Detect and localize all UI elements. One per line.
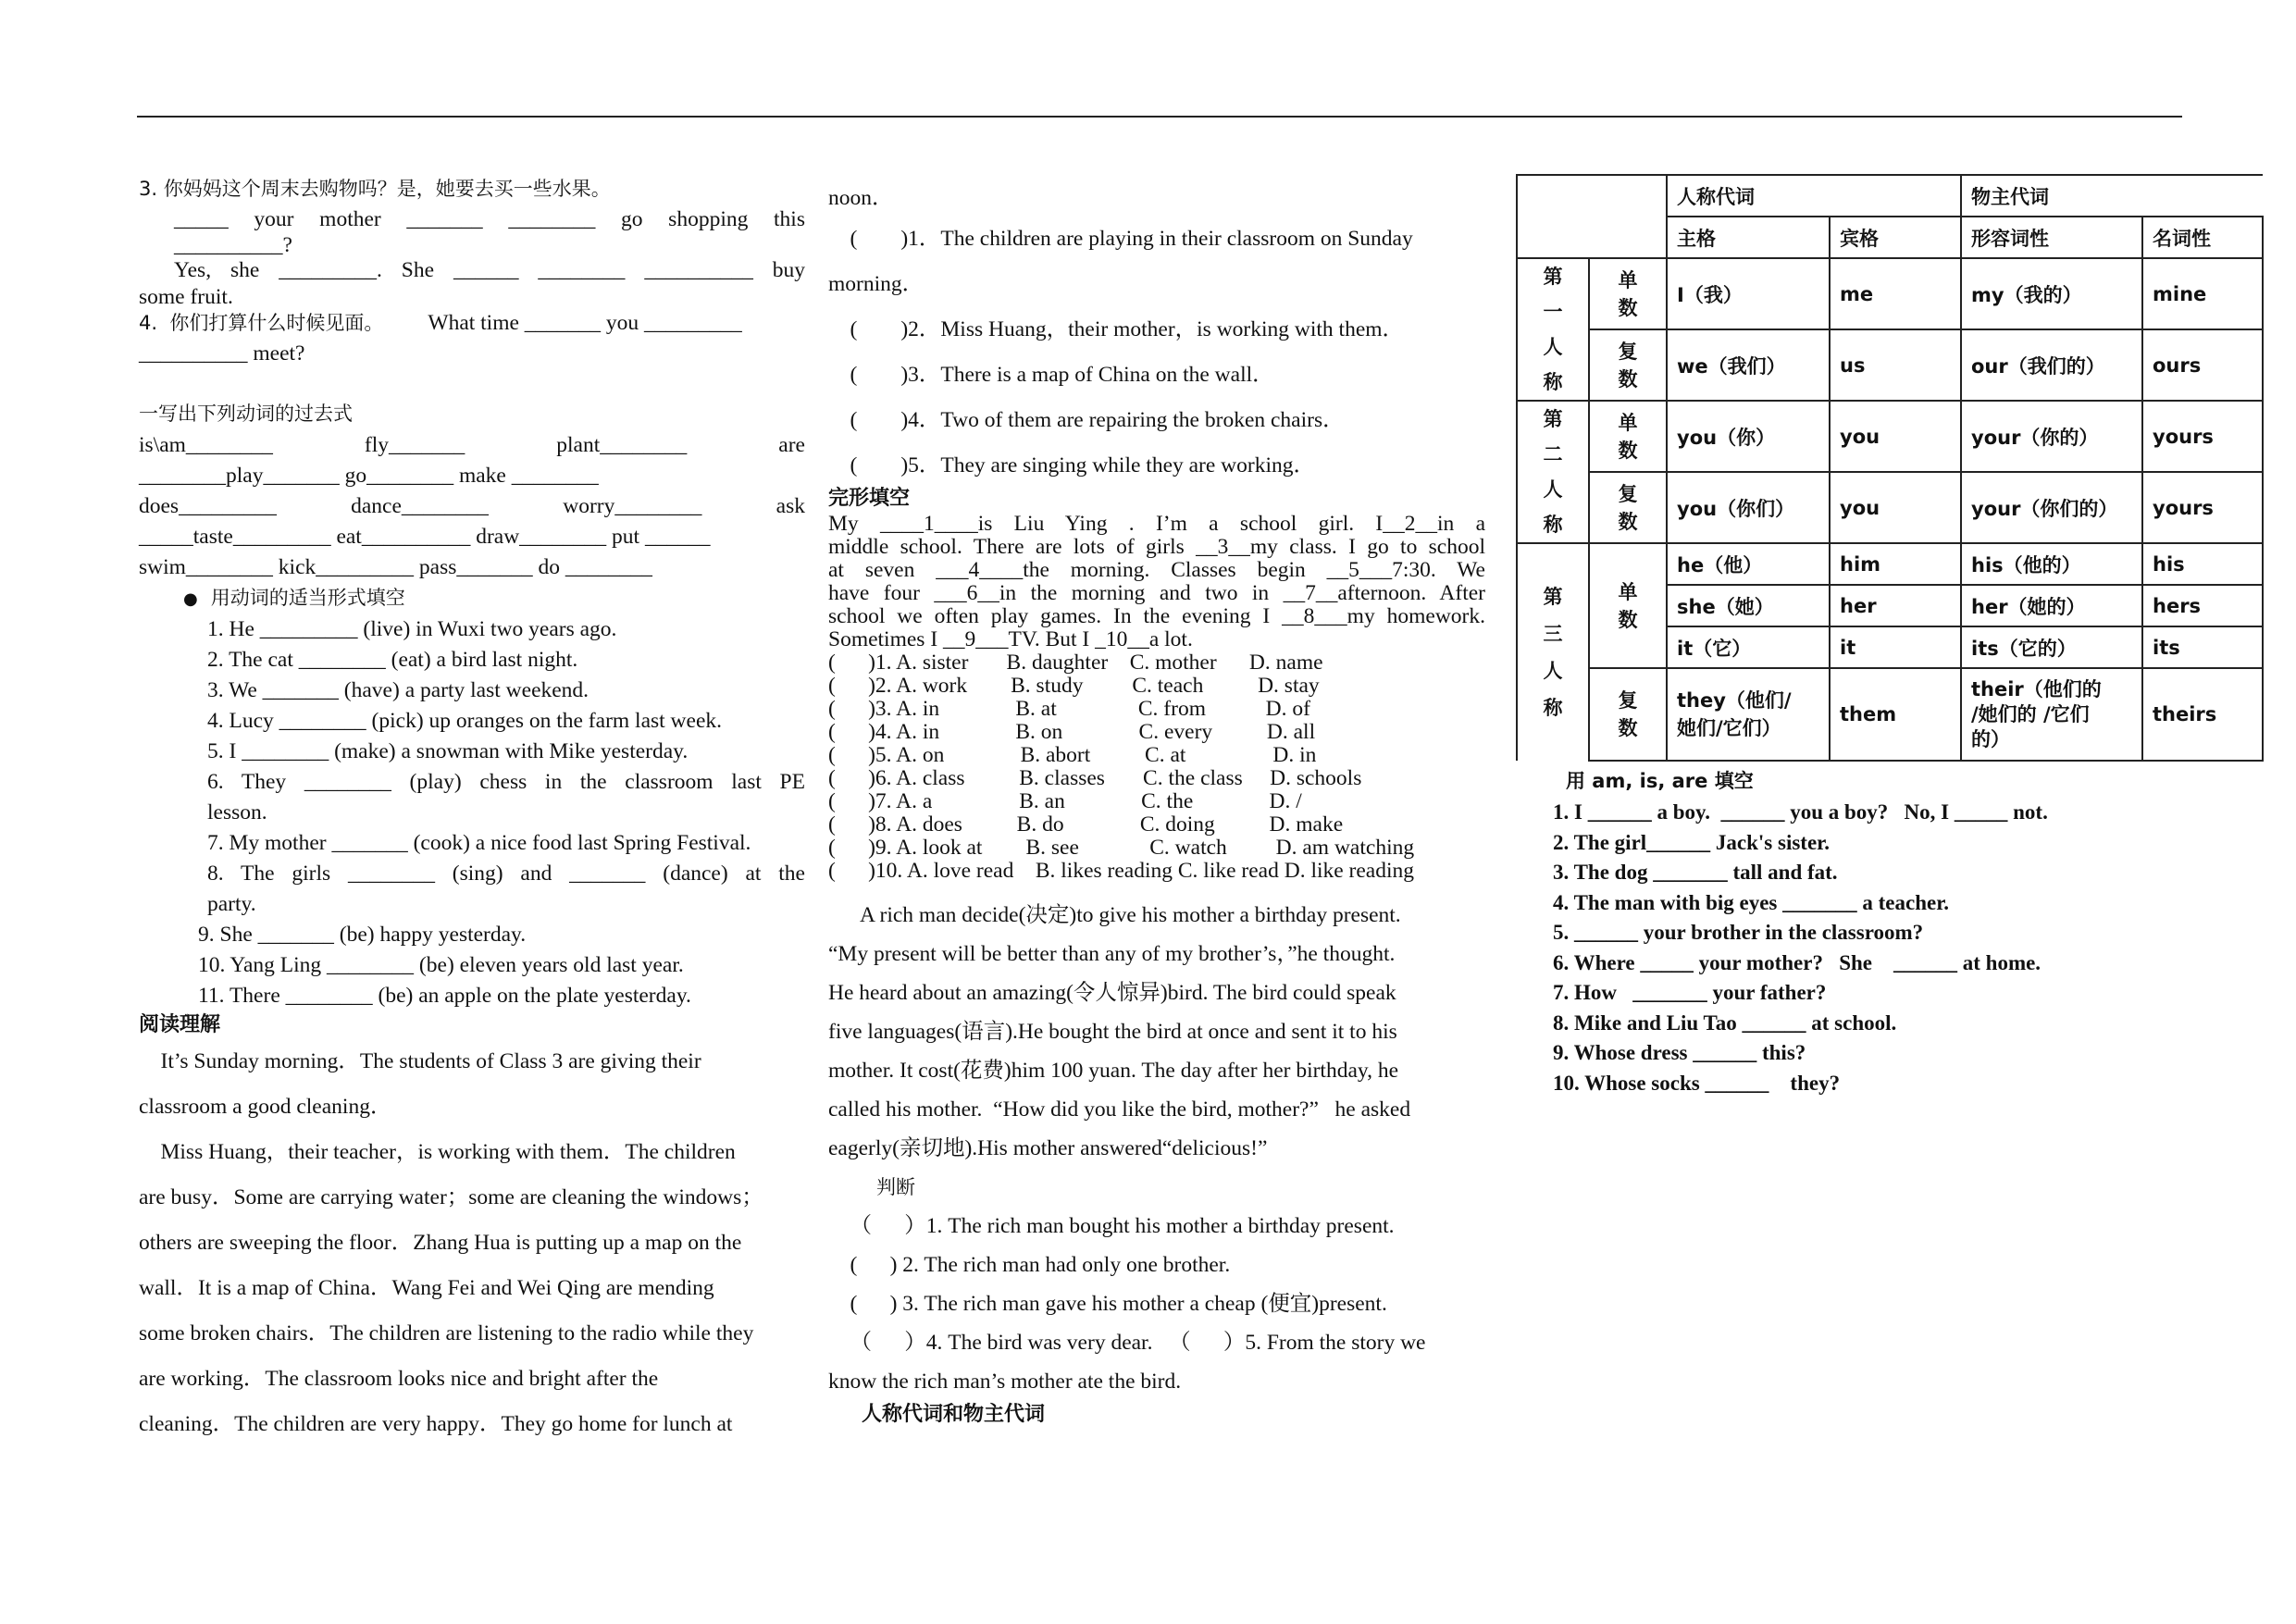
story-passage	[828, 896, 1485, 1168]
cell: she（她）	[1667, 585, 1830, 626]
cloze-option-row: ( )9. A. look at B. see C. watch D. am watching	[828, 836, 1415, 860]
cell: it（它）	[1667, 626, 1830, 668]
cell: me	[1830, 258, 1961, 329]
cell: he（他）	[1667, 543, 1830, 585]
cloze-option-row: ( )5. A. on B. abort C. at D. in	[828, 743, 1317, 767]
reading-line: Miss Huang，their teacher，is working with them．The children	[139, 1140, 736, 1164]
verb-item-11: 11. There ________ (be) an apple on the plate yesterday.	[198, 984, 691, 1008]
q4-english: What time _______ you _________	[428, 311, 742, 335]
cloze-title: 完形填空	[828, 487, 911, 510]
column-middle	[828, 185, 1485, 1429]
cell: yours	[2142, 472, 2263, 543]
q4-line2: __________ meet?	[139, 341, 305, 366]
verb-form-title	[139, 583, 805, 614]
cell: you	[1830, 401, 1961, 472]
tf-item: ( )4．Two of them are repairing the broken chairs．	[828, 408, 1345, 432]
reading-line: wall．It is a map of China．Wang Fei and Wei Qing are mending	[139, 1276, 714, 1300]
header-noun: 名词性	[2142, 217, 2263, 258]
reading-title: 阅读理解	[139, 1013, 221, 1036]
reading-line: It’s Sunday morning．The students of Class 3 are giving their	[139, 1049, 701, 1073]
verb-item-8a: 8. The girls ________ (sing) and _______ (dance) at the	[207, 862, 805, 886]
cloze-line: have four ___6__in the morning and two in __7__afternoon. After	[828, 581, 1485, 605]
am-is-are-title: 用 am, is, are 填空	[1566, 770, 1754, 792]
story-line: eagerly(亲切地).His mother answered“delicious!”	[828, 1136, 1268, 1160]
cell: hers	[2142, 585, 2263, 626]
plural-label	[1589, 329, 1667, 401]
pronoun-title: 人称代词和物主代词	[862, 1403, 1046, 1426]
judge-item: know the rich man’s mother ate the bird.	[828, 1370, 1182, 1394]
reading-line: classroom a good cleaning．	[139, 1095, 392, 1119]
cell-their-line2: /她们的 /它们	[1971, 702, 2090, 725]
second-person-text: 第二人称	[1543, 408, 1563, 536]
cloze-option-row: ( )7. A. a B. an C. the D. /	[828, 789, 1302, 813]
cell: your（你们的）	[1961, 472, 2142, 543]
bullet-icon: ●	[183, 589, 198, 609]
fill-item: 8. Mike and Liu Tao ______ at school.	[1553, 1010, 1897, 1035]
cell-they-line2: 她们/它们）	[1677, 717, 1781, 739]
cloze-option-row: ( )2. A. work B. study C. teach D. stay	[828, 674, 1320, 698]
cell: we（我们）	[1667, 329, 1830, 401]
past-word: ask	[776, 494, 805, 518]
cloze-option-row: ( )8. A. does B. do C. doing D. make	[828, 812, 1344, 837]
past-tense-row1	[139, 430, 805, 461]
header-adjective: 形容词性	[1961, 217, 2142, 258]
verb-item: 2. The cat ________ (eat) a bird last night.	[207, 648, 578, 672]
verb-item-10: 10. Yang Ling ________ (be) eleven years old last year.	[198, 953, 684, 977]
header-personal: 人称代词	[1667, 175, 1961, 217]
tf-item: morning．	[828, 272, 925, 296]
story-line: called his mother. “How did you like the bird, mother?” he asked	[828, 1097, 1411, 1122]
cell: your（你的）	[1961, 401, 2142, 472]
tf-item: ( )1．The children are playing in their classroom on Sunday	[828, 227, 1413, 251]
cloze-option-row: ( )1. A. sister B. daughter C. mother D. name	[828, 651, 1323, 675]
table-corner	[1517, 175, 1667, 258]
cell-they	[1667, 668, 1830, 761]
q3-chinese: 3. 你妈妈这个周末去购物吗？是，她要去买一些水果。	[139, 178, 611, 200]
cloze-option-row: ( )10. A. love read B. likes reading C. like read D. like reading	[828, 859, 1415, 883]
cloze-line: My ____1____is Liu Ying . I’m a school girl. I__2__in a	[828, 512, 1485, 536]
first-person-text: 第一人称	[1543, 266, 1563, 393]
fill-item: 7. How _______ your father?	[1553, 981, 1827, 1004]
cell: them	[1830, 668, 1961, 761]
verb-form-title-text: 用动词的适当形式填空	[210, 587, 405, 609]
cloze-line: Sometimes I __9___TV. But I _10__a lot.	[828, 627, 1193, 651]
verb-item-6b: lesson.	[207, 800, 267, 824]
verb-item: 5. I ________ (make) a snowman with Mike yesterday.	[207, 739, 689, 763]
singular-label	[1589, 258, 1667, 329]
past-word: is\am________	[139, 433, 273, 457]
cell: mine	[2142, 258, 2263, 329]
second-person-label	[1517, 401, 1589, 543]
singular-text: 单数	[1618, 411, 1638, 462]
cell: us	[1830, 329, 1961, 401]
cloze-passage	[828, 513, 1485, 651]
fill-item: 9. Whose dress ______ this?	[1553, 1041, 1806, 1064]
fill-item: 4. The man with big eyes _______ a teacher.	[1553, 890, 1950, 914]
q3-answer-line2: some fruit.	[139, 285, 233, 309]
past-word: dance________	[351, 494, 489, 518]
fill-item: 1. I ______ a boy. ______ you a boy? No, I _____ not.	[1553, 800, 2048, 824]
column-left	[139, 174, 805, 1447]
tf-item: ( )5．They are singing while they are working．	[828, 453, 1316, 477]
cell: its	[2142, 626, 2263, 668]
singular-label	[1589, 543, 1667, 668]
cloze-line: middle school. There are lots of girls __3__my class. I go to school	[828, 535, 1485, 559]
cloze-option-row: ( )6. A. class B. classes C. the class D. schools	[828, 766, 1362, 790]
plural-label	[1589, 472, 1667, 543]
cell: I（我）	[1667, 258, 1830, 329]
story-line: A rich man decide(决定)to give his mother a birthday present.	[828, 903, 1401, 927]
singular-text: 单数	[1618, 580, 1638, 631]
fill-item: 6. Where _____ your mother? She ______ at home.	[1553, 950, 2042, 974]
cell: you（你）	[1667, 401, 1830, 472]
singular-text: 单数	[1618, 268, 1638, 319]
past-tense-title: 一写出下列动词的过去式	[139, 403, 353, 425]
cell-their-line3: 的）	[1971, 727, 2010, 750]
reading-passage	[139, 1039, 805, 1447]
cell: its（它的）	[1961, 626, 2142, 668]
cell: it	[1830, 626, 1961, 668]
reading-line: cleaning．The children are very happy．They go home for lunch at	[139, 1412, 733, 1436]
judge-item: （ ）4. The bird was very dear. （ ）5. From the story we	[828, 1331, 1426, 1355]
verb-item: 4. Lucy ________ (pick) up oranges on the farm last week.	[207, 709, 723, 733]
reading-continuation: noon．	[828, 186, 894, 210]
story-line: mother. It cost(花费)him 100 yuan. The day after her birthday, he	[828, 1059, 1399, 1083]
cell: his（他的）	[1961, 543, 2142, 585]
fill-item: 2. The girl______ Jack's sister.	[1553, 830, 1831, 854]
third-person-text: 第三人称	[1543, 586, 1563, 719]
past-tense-row3	[139, 491, 805, 522]
reading-line: some broken chairs．The children are listening to the radio while they	[139, 1321, 754, 1345]
cell: ours	[2142, 329, 2263, 401]
third-person-label	[1517, 543, 1589, 761]
reading-line: are working．The classroom looks nice and bright after the	[139, 1367, 659, 1391]
verb-item-8b: party.	[207, 892, 256, 916]
fill-item: 3. The dog _______ tall and fat.	[1553, 861, 1838, 884]
true-false-list	[828, 217, 1485, 489]
past-tense-row4: _____taste_________ eat__________ draw________ put ______	[139, 525, 711, 549]
past-word: fly_______	[364, 433, 465, 457]
cell-they-line1: they（他们/	[1677, 689, 1792, 712]
cell: his	[2142, 543, 2263, 585]
past-word: plant________	[556, 433, 688, 457]
q4-line1	[139, 308, 805, 339]
header-object: 宾格	[1830, 217, 1961, 258]
reading-line: others are sweeping the floor．Zhang Hua is putting up a map on the	[139, 1231, 742, 1255]
header-subject: 主格	[1667, 217, 1830, 258]
header-rule	[137, 116, 2182, 118]
cell-their-line1: their（他们的	[1971, 677, 2102, 700]
verb-item-9: 9. She _______ (be) happy yesterday.	[198, 923, 527, 947]
story-line: He heard about an amazing(令人惊异)bird. The bird could speak	[828, 981, 1396, 1005]
fill-item: 5. ______ your brother in the classroom?	[1553, 921, 1924, 944]
cell: yours	[2142, 401, 2263, 472]
reading-line: are busy．Some are carrying water；some are cleaning the windows；	[139, 1185, 763, 1209]
cell: my（我的）	[1961, 258, 2142, 329]
past-tense-row2: ________play_______ go________ make ________	[139, 464, 599, 488]
q3-answer-line1: Yes, she _________. She ______ ________ __________ buy	[174, 258, 805, 282]
singular-label	[1589, 401, 1667, 472]
judge-title: 判断	[876, 1176, 915, 1198]
past-word: worry________	[563, 494, 702, 518]
plural-text: 复数	[1618, 689, 1638, 739]
cell: our（我们的）	[1961, 329, 2142, 401]
verb-item-7: 7. My mother _______ (cook) a nice food last Spring Festival.	[207, 831, 751, 855]
story-line: five languages(语言).He bought the bird at once and sent it to his	[828, 1020, 1397, 1044]
cell: theirs	[2142, 668, 2263, 761]
am-is-are-section	[1553, 764, 2048, 1098]
tf-item: ( )3．There is a map of China on the wall．	[828, 363, 1274, 387]
plural-text: 复数	[1618, 340, 1638, 391]
past-tense-row5: swim________ kick_________ pass_______ do ________	[139, 555, 652, 579]
cell: her（她的）	[1961, 585, 2142, 626]
verb-item: 3. We _______ (have) a party last weekend.	[207, 678, 590, 702]
header-possessive: 物主代词	[1961, 175, 2263, 217]
verb-item-6a: 6. They ________ (play) chess in the classroom last PE	[207, 770, 805, 794]
cell: you（你们）	[1667, 472, 1830, 543]
plural-text: 复数	[1618, 482, 1638, 533]
fill-item: 10. Whose socks ______ they?	[1553, 1071, 1841, 1095]
q3-english-line2: __________?	[174, 233, 292, 257]
cloze-options	[828, 651, 1485, 883]
cloze-line: school we often play games. In the evening I __8___my homework.	[828, 604, 1485, 628]
cell: her	[1830, 585, 1961, 626]
first-person-label	[1517, 258, 1589, 401]
tf-item: ( )2．Miss Huang，their mother，is working with them．	[828, 317, 1405, 341]
cell: you	[1830, 472, 1961, 543]
cloze-line: at seven ___4____the morning. Classes begin __5___7:30. We	[828, 558, 1485, 582]
judge-list	[828, 1207, 1485, 1401]
judge-item: （ ）1. The rich man bought his mother a birthday present.	[828, 1214, 1395, 1238]
cell-their	[1961, 668, 2142, 761]
story-line: “My present will be better than any of my brother’s，”he thought.	[828, 942, 1396, 966]
judge-item: ( ) 2. The rich man had only one brother.	[828, 1253, 1231, 1277]
q3-english-line1: _____ your mother _______ ________ go shopping this	[174, 207, 805, 231]
verb-item: 1. He _________ (live) in Wuxi two years ago.	[207, 617, 617, 641]
q4-chinese: 4. 你们打算什么时候见面。	[139, 312, 384, 334]
judge-item: ( ) 3. The rich man gave his mother a cheap (便宜)present.	[828, 1292, 1387, 1316]
cloze-option-row: ( )3. A. in B. at C. from D. of	[828, 697, 1310, 721]
plural-label	[1589, 668, 1667, 761]
cloze-option-row: ( )4. A. in B. on C. every D. all	[828, 720, 1316, 744]
cell: him	[1830, 543, 1961, 585]
past-word: are	[778, 433, 805, 457]
pronoun-table	[1516, 174, 2264, 762]
past-word: does_________	[139, 494, 277, 518]
